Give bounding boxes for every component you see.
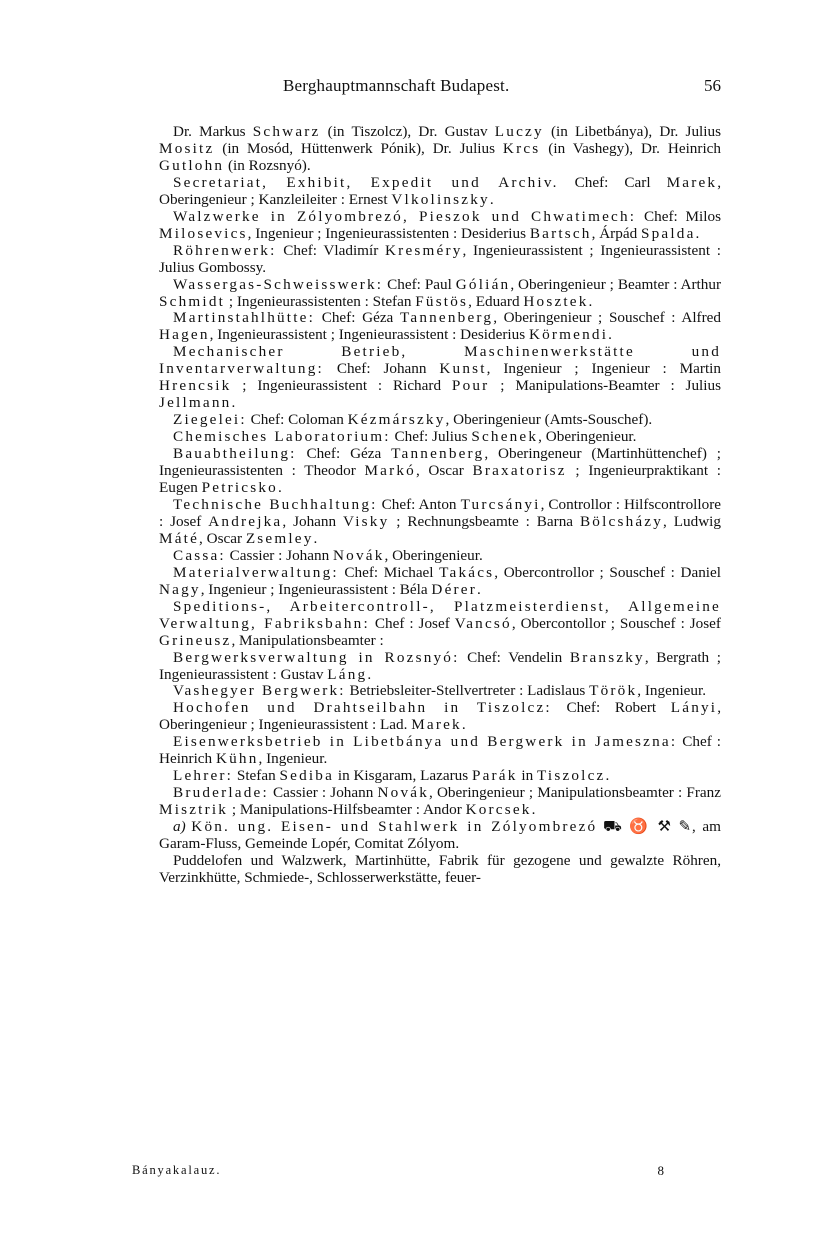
body-text: Dr. Markus bbox=[173, 123, 253, 140]
person-name: Bölcsházy bbox=[579, 512, 664, 530]
person-name: Schenek bbox=[471, 428, 539, 446]
paragraph bbox=[159, 243, 721, 277]
body-text: Cassier : Johann bbox=[225, 546, 334, 564]
body-text: ; Ingenieurassistenten : Stefan bbox=[225, 292, 416, 310]
person-name: Turcsányi bbox=[460, 495, 541, 513]
body-text: ; Manipulations-Hilfsbeamter : Andor bbox=[228, 801, 466, 819]
person-name: Takács bbox=[439, 563, 495, 581]
body-text: (in Mosód, Hüttenwerk Pónik), Dr. Julius bbox=[214, 139, 503, 157]
body-text: ; Manipulations-Beamter : Julius bbox=[489, 377, 721, 395]
body-text: in bbox=[517, 767, 537, 785]
page-number: 56 bbox=[704, 76, 721, 95]
person-name: Hosztek bbox=[523, 292, 589, 310]
body-text: . bbox=[588, 292, 593, 310]
body-text: am Garam-Fluss, Gemeinde Lopér, Comitat Zólyom. bbox=[159, 818, 721, 853]
person-name: Vlkolinszky bbox=[391, 190, 490, 208]
body-text: , Obercontollor ; Souschef : Josef bbox=[511, 614, 721, 632]
paragraph bbox=[159, 683, 721, 700]
paragraph bbox=[159, 412, 721, 429]
section-heading: Bruderlade: bbox=[173, 784, 269, 802]
sheet-number: 8 bbox=[657, 1163, 664, 1178]
paragraph bbox=[159, 310, 721, 344]
person-name: Pour bbox=[451, 377, 490, 395]
body-text: . bbox=[313, 529, 318, 547]
paragraph bbox=[159, 124, 721, 175]
body-text: , Árpád bbox=[591, 224, 641, 242]
paragraph bbox=[159, 565, 721, 599]
body-text: . bbox=[277, 479, 282, 497]
body-text: (in Vashegy), Dr. Heinrich bbox=[540, 139, 721, 157]
person-name: Bartsch bbox=[529, 224, 592, 242]
body-text: Chef: Géza bbox=[315, 309, 400, 327]
person-name: Novák bbox=[333, 546, 385, 564]
paragraph bbox=[159, 429, 721, 446]
section-heading: Kön. ung. Eisen- und Stahlwerk in Zólyombrezó bbox=[191, 818, 598, 836]
body-text: , Ludwig bbox=[663, 512, 721, 530]
body-text: Chef: Géza bbox=[296, 445, 392, 463]
body-text: , Ingenieurassistent ; Ingenieurassistent : Julius Gombossy. bbox=[159, 241, 721, 276]
person-name: Gutlohn bbox=[159, 156, 225, 174]
person-name: Nagy bbox=[159, 580, 201, 598]
header-title: Berghauptmannschaft Budapest. bbox=[283, 76, 510, 95]
body-text: , Eduard bbox=[468, 292, 524, 310]
section-heading: Materialverwaltung: bbox=[173, 563, 339, 581]
person-name: Láng bbox=[327, 665, 368, 683]
body-text: Chef: Michael bbox=[338, 563, 440, 581]
body-text: . bbox=[461, 716, 466, 734]
body-text: , Oberingenieur ; Ingenieurassistent : Lad. bbox=[159, 699, 722, 734]
body-text: . bbox=[489, 190, 494, 208]
body-text: , Oberingenieur. bbox=[538, 428, 637, 446]
person-name: Milosevics bbox=[159, 224, 248, 242]
person-name: Tannenberg bbox=[399, 309, 494, 327]
body-text: , Ingenieur ; Ingenieur : Martin bbox=[486, 360, 721, 378]
section-heading: Technische Buchhaltung: bbox=[173, 495, 378, 513]
body-text: . bbox=[608, 326, 612, 344]
section-heading: Chemisches Laboratorium: bbox=[173, 428, 391, 446]
person-name: Visky bbox=[343, 512, 390, 530]
page-footer bbox=[132, 1163, 664, 1183]
person-name: Sediba bbox=[279, 767, 335, 785]
person-name: Körmendi bbox=[528, 326, 609, 344]
person-name: Andrejka bbox=[208, 512, 283, 530]
body-text: Chef: Milos bbox=[636, 207, 721, 225]
person-name: Grineusz bbox=[159, 631, 232, 649]
body-text: , Oberingenieur. bbox=[384, 546, 483, 564]
person-name: Kézmárszky bbox=[347, 411, 446, 429]
body-text: Chef: Johann bbox=[323, 360, 440, 378]
body-text: Cassier : Johann bbox=[268, 784, 378, 802]
body-text: , Ingenieur ; Ingenieurassistenten : Desiderius bbox=[247, 224, 530, 242]
paragraph bbox=[159, 700, 721, 734]
paragraph bbox=[159, 175, 721, 209]
paragraph bbox=[159, 497, 721, 548]
paragraph bbox=[159, 853, 721, 887]
person-name: Máté bbox=[159, 529, 200, 547]
body-text: , Ingenieur. bbox=[258, 750, 328, 768]
person-name: Markó bbox=[364, 462, 416, 480]
body-text: Chef: Vladimír bbox=[276, 241, 386, 259]
paragraph bbox=[159, 277, 721, 311]
person-name: Jellmann bbox=[159, 394, 232, 412]
section-heading: Martinstahlhütte: bbox=[173, 309, 316, 327]
list-marker: a) bbox=[173, 818, 186, 836]
body-text: ; Ingenieurpraktikant : Eugen bbox=[159, 462, 721, 497]
body-text: Chef : Heinrich bbox=[159, 733, 721, 768]
body-text: , Ingenieur. bbox=[637, 682, 707, 700]
body-text: . bbox=[476, 580, 481, 598]
section-heading: Walzwerke in Zólyombrezó, Pieszok und Chwatimech: bbox=[173, 207, 637, 225]
person-name: Gólián bbox=[455, 275, 511, 293]
person-name: Schwarz bbox=[252, 123, 321, 140]
paragraph bbox=[159, 209, 721, 243]
section-heading: Cassa: bbox=[173, 546, 226, 564]
person-name: Dérer bbox=[431, 580, 477, 598]
person-name: Schmidt bbox=[159, 292, 226, 310]
body-text: ; Ingenieurassistent : Richard bbox=[231, 377, 452, 395]
body-text: Chef: Robert bbox=[551, 699, 671, 717]
person-name: Petricsko bbox=[201, 479, 278, 497]
body-text: Chef: Vendelin bbox=[459, 648, 570, 666]
body-text: , Oberingenieur ; Souschef : Alfred bbox=[493, 309, 721, 327]
person-name: Novák bbox=[377, 784, 429, 802]
body-text: , Obercontrollor ; Souschef : Daniel bbox=[494, 563, 721, 581]
body-text: , Bergrath ; Ingenieurassistent : Gustav bbox=[159, 648, 722, 683]
map-symbols: ⛟ ♉ ⚒ ✎, bbox=[602, 819, 697, 836]
person-name: Braxatorisz bbox=[472, 462, 567, 480]
body-text: , Oscar bbox=[199, 529, 246, 547]
paragraph bbox=[159, 446, 721, 497]
person-name: Spalda bbox=[640, 224, 696, 242]
section-heading: Vashegyer Bergwerk: bbox=[173, 682, 346, 700]
body-text: , Oberingenieur (Amts-Souschef). bbox=[445, 411, 653, 429]
paragraph bbox=[159, 344, 721, 412]
body-text: , Manipulationsbeamter : bbox=[231, 631, 384, 649]
person-name: Lányi bbox=[670, 699, 718, 717]
section-heading: Mechanischer Betrieb, Maschinenwerkstätte und Inventarverwaltung: bbox=[159, 343, 721, 378]
person-name: Zsemley bbox=[245, 529, 314, 547]
paragraph bbox=[159, 599, 721, 650]
person-name: Marek bbox=[666, 173, 718, 191]
person-name: Misztrik bbox=[159, 801, 229, 819]
person-name: Mositz bbox=[159, 139, 215, 157]
body-text: . bbox=[367, 665, 372, 683]
person-name: Kresméry bbox=[385, 241, 463, 259]
body-text: , Oberingeneur (Martinhüttenchef) ; Ingenieurassistenten : Theodor bbox=[159, 445, 722, 480]
person-name: Korcsek bbox=[465, 801, 532, 819]
paragraph bbox=[159, 548, 721, 565]
paragraph bbox=[159, 819, 721, 853]
section-heading: Speditions-, Arbeitercontroll-, Platzmeisterdienst, Allgemeine Verwaltung, Fabriksbahn: bbox=[159, 597, 721, 632]
body-text: Betriebsleiter-Stellvertreter : Ladislaus bbox=[345, 682, 590, 700]
body-text: . bbox=[605, 767, 610, 785]
body-text: Chef : Josef bbox=[369, 614, 455, 632]
body-text: . bbox=[231, 394, 236, 412]
section-heading: Ziegelei: bbox=[173, 411, 247, 429]
signature-mark: Bányakalauz. bbox=[132, 1163, 222, 1177]
body-text: , Ingenieurassistent ; Ingenieurassistent : Desiderius bbox=[209, 326, 529, 344]
body-text: , Ingenieur ; Ingenieurassistent : Béla bbox=[200, 580, 432, 598]
person-name: Krcs bbox=[502, 139, 541, 157]
body-text: , Oberingenieur ; Beamter : Arthur bbox=[510, 275, 722, 293]
document-body bbox=[159, 124, 721, 887]
body-text: Chef: Carl bbox=[558, 173, 667, 191]
person-name: Kühn bbox=[215, 750, 259, 768]
body-text: , Oberingenieur ; Kanzleileiter : Ernest bbox=[159, 173, 721, 208]
body-text: in Kisgaram, Lazarus bbox=[334, 767, 472, 785]
section-heading: Lehrer: bbox=[173, 767, 234, 785]
body-text: , Oberingenieur ; Manipulationsbeamter : Franz bbox=[429, 784, 721, 802]
body-text: . bbox=[695, 224, 700, 242]
section-heading: Secretariat, Exhibit, Expedit und Archiv. bbox=[173, 173, 559, 191]
body-text: , Controllor : Hilfscontrollore : Josef bbox=[159, 495, 721, 530]
paragraph bbox=[159, 768, 721, 785]
section-heading: Eisenwerksbetrieb in Libetbánya und Bergwerk in Jameszna: bbox=[173, 733, 678, 751]
body-text: ; Rechnungsbeamte : Barna bbox=[389, 512, 580, 530]
section-heading: Bergwerksverwaltung in Rozsnyó: bbox=[173, 648, 460, 666]
paragraph bbox=[159, 734, 721, 768]
section-heading: Bauabtheilung: bbox=[173, 445, 297, 463]
person-name: Kunst bbox=[439, 360, 487, 378]
person-name: Luczy bbox=[494, 123, 544, 140]
body-text: , Oscar bbox=[415, 462, 473, 480]
body-text: Stefan bbox=[233, 767, 280, 785]
person-name: Hagen bbox=[159, 326, 210, 344]
body-text: (in Libetbánya), Dr. Julius bbox=[543, 123, 721, 140]
section-heading: Röhrenwerk: bbox=[173, 241, 277, 259]
body-text: Puddelofen und Walzwerk, Martinhütte, Fabrik für gezogene und gewalzte Röhren, Verzinkhütte, Schmiede-, Schlosserwerkstätte, feuer- bbox=[159, 851, 721, 886]
person-name: Vancsó bbox=[454, 614, 512, 632]
section-heading: Wassergas-Schweisswerk: bbox=[173, 275, 384, 293]
person-name: Füstös bbox=[415, 292, 469, 310]
body-text: Chef: Julius bbox=[390, 428, 472, 446]
person-name: Tannenberg bbox=[391, 445, 485, 463]
paragraph bbox=[159, 785, 721, 819]
body-text: . bbox=[531, 801, 536, 819]
person-name: Tiszolcz bbox=[536, 767, 606, 785]
body-text: Chef: Coloman bbox=[246, 411, 348, 429]
section-heading: Hochofen und Drahtseilbahn in Tiszolcz: bbox=[173, 699, 552, 717]
person-name: Marek bbox=[411, 716, 462, 734]
body-text: Chef: Paul bbox=[383, 275, 456, 293]
person-name: Parák bbox=[471, 767, 518, 785]
running-header bbox=[159, 76, 721, 100]
person-name: Branszky bbox=[569, 648, 645, 666]
body-text: (in Tiszolcz), Dr. Gustav bbox=[320, 123, 495, 140]
body-text: Chef: Anton bbox=[377, 495, 461, 513]
body-text: (in Rozsnyó). bbox=[224, 156, 311, 174]
paragraph bbox=[159, 650, 721, 684]
body-text: , Johann bbox=[282, 512, 343, 530]
person-name: Hrencsik bbox=[159, 377, 232, 395]
person-name: Török bbox=[589, 682, 638, 700]
